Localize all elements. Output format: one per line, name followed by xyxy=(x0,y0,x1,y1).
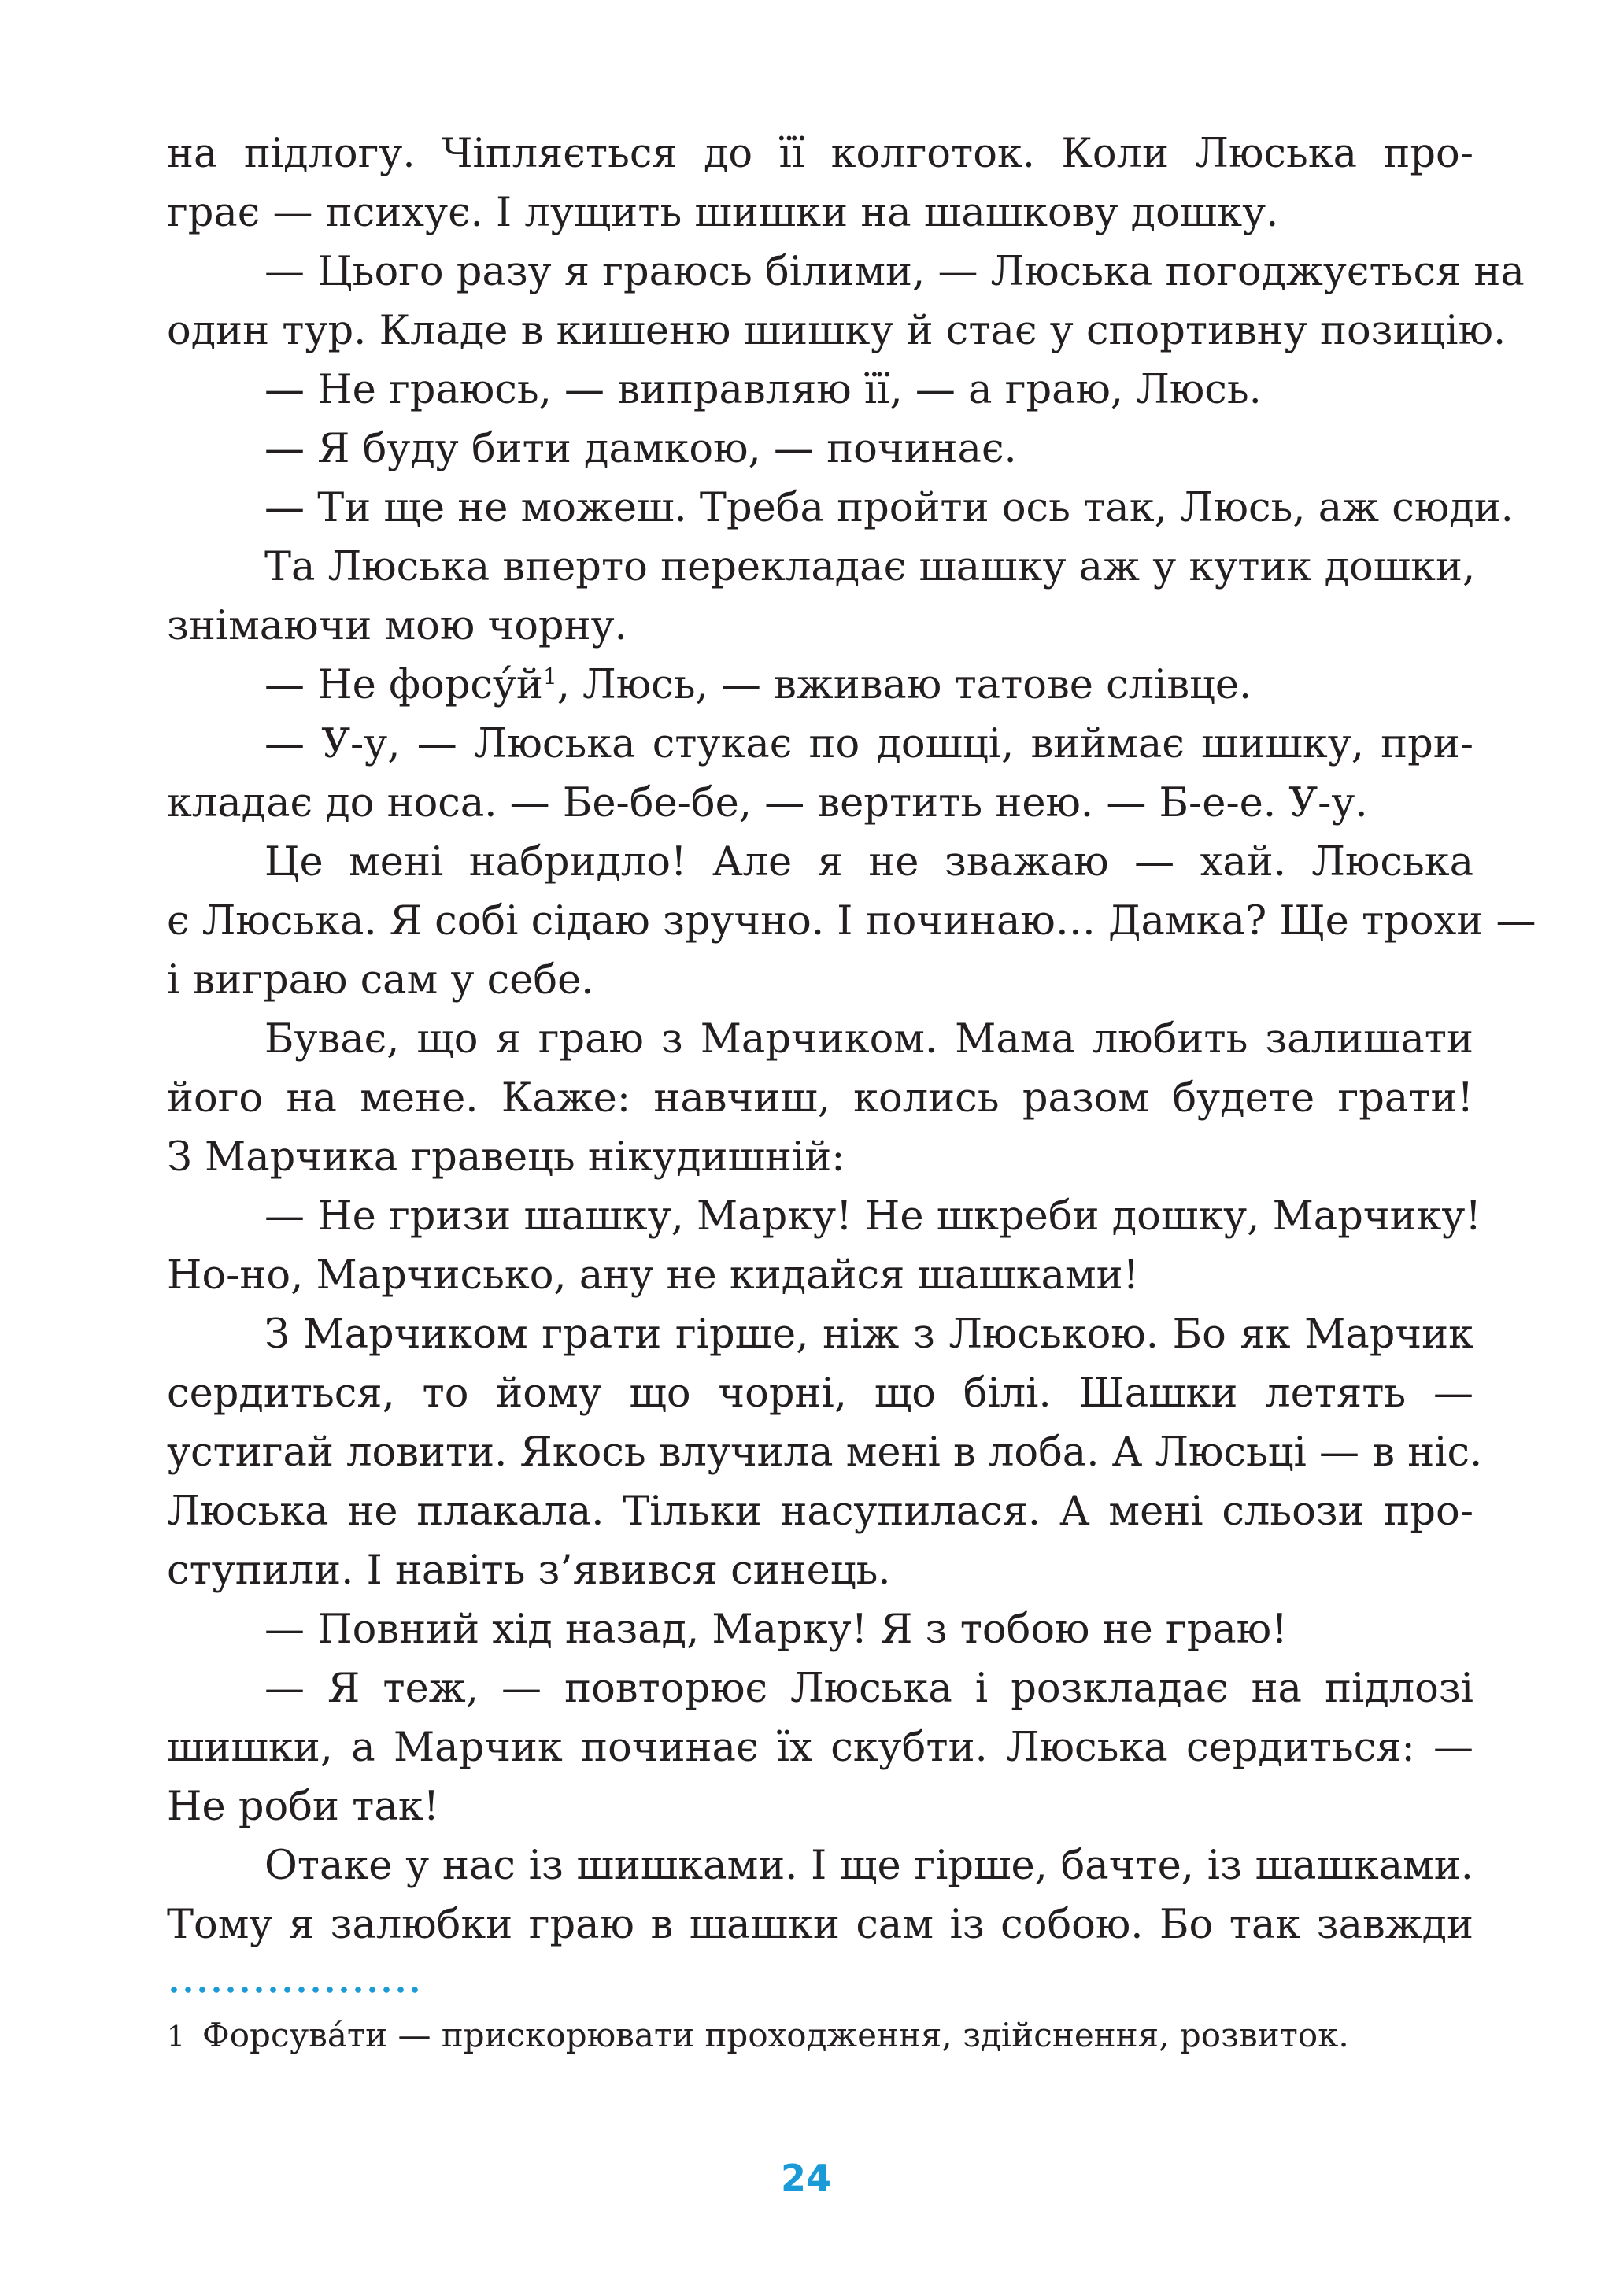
text-line: Отаке у нас із шишками. І ще гірше, бачте, із шашками. xyxy=(264,1843,1473,1889)
text-line: — Не граюсь, — виправляю її, — а граю, Люсь. xyxy=(264,367,1262,413)
text-line: — Я буду бити дамкою, — починає. xyxy=(264,426,1017,472)
footnote-number: 1 xyxy=(167,2021,185,2054)
text-line: Но-но, Марчисько, ану не кидайся шашками! xyxy=(167,1252,1140,1299)
text-line: його на мене. Каже: навчиш, колись разом будете грати! xyxy=(167,1075,1473,1122)
text-line: — Не гризи шашку, Марку! Не шкреби дошку, Марчику! xyxy=(264,1193,1481,1240)
text-line: З Марчиком грати гірше, ніж з Люською. Бо як Марчик xyxy=(264,1311,1473,1358)
text-line: — Ти ще не можеш. Треба пройти ось так, Люсь, аж сюди. xyxy=(264,485,1514,531)
text-line: один тур. Кладе в кишеню шишку й стає у спортивну позицію. xyxy=(167,308,1507,354)
text-line: Це мені набридло! Але я не зважаю — хай. Люська xyxy=(264,839,1473,885)
text-line: — У-у, — Люська стукає по дошці, виймає шишку, при- xyxy=(264,721,1473,767)
text-line: ступили. І навіть з’явився синець. xyxy=(167,1547,891,1594)
text-line: Та Люська вперто перекладає шашку аж у кутик дошки, xyxy=(264,544,1476,590)
footnote xyxy=(167,2012,1473,2061)
text-line: Буває, що я граю з Марчиком. Мама любить залишати xyxy=(264,1016,1473,1063)
text-line: — Повний хід назад, Марку! Я з тобою не граю! xyxy=(264,1606,1288,1653)
text-line: грає — психує. І лущить шишки на шашкову дошку. xyxy=(167,190,1279,236)
text-line: З Марчика гравець нікудишній: xyxy=(167,1134,845,1181)
text-line: — Цього разу я граюсь білими, — Люська погоджується на xyxy=(264,249,1525,295)
footnote-separator xyxy=(167,1987,419,1993)
text-line: знімаючи мою чорну. xyxy=(167,603,627,649)
body-text xyxy=(167,124,1536,1954)
footnote-reference: 1 xyxy=(542,664,557,690)
text-line: — Я теж, — повторює Люська і розкладає на підлозі xyxy=(264,1666,1473,1712)
text-line: шишки, а Марчик починає їх скубти. Люська сердиться: — xyxy=(167,1725,1473,1771)
text-line: Тому я залюбки граю в шашки сам із собою. Бо так завжди xyxy=(167,1902,1473,1948)
text-line: на підлогу. Чіпляється до її колготок. Коли Люська про- xyxy=(167,131,1473,177)
text-line: і виграю сам у себе. xyxy=(167,957,594,1004)
page-number: 24 xyxy=(780,2157,831,2199)
text-line: Люська не плакала. Тільки насупилася. А мені сльози про- xyxy=(167,1488,1473,1535)
text-line: устигай ловити. Якось влучила мені в лоба. А Люсьці — в ніс. xyxy=(167,1429,1483,1476)
footnote-text: Форсува́ти — прискорювати проходження, здійснення, розвиток. xyxy=(202,2016,1349,2054)
text-line: кладає до носа. — Бе-бе-бе, — вертить нею. — Б-е-е. У-у. xyxy=(167,780,1368,826)
text-line: сердиться, то йому що чорні, що білі. Шашки летять — xyxy=(167,1370,1473,1417)
text-line: Не роби так! xyxy=(167,1784,440,1830)
text-line: — Не форсу́й$^1$, Люсь, — вживаю татове слівце. xyxy=(264,662,1252,708)
text-line: є Люська. Я собі сідаю зручно. І починаю… Дамка? Ще трохи — xyxy=(167,898,1536,945)
